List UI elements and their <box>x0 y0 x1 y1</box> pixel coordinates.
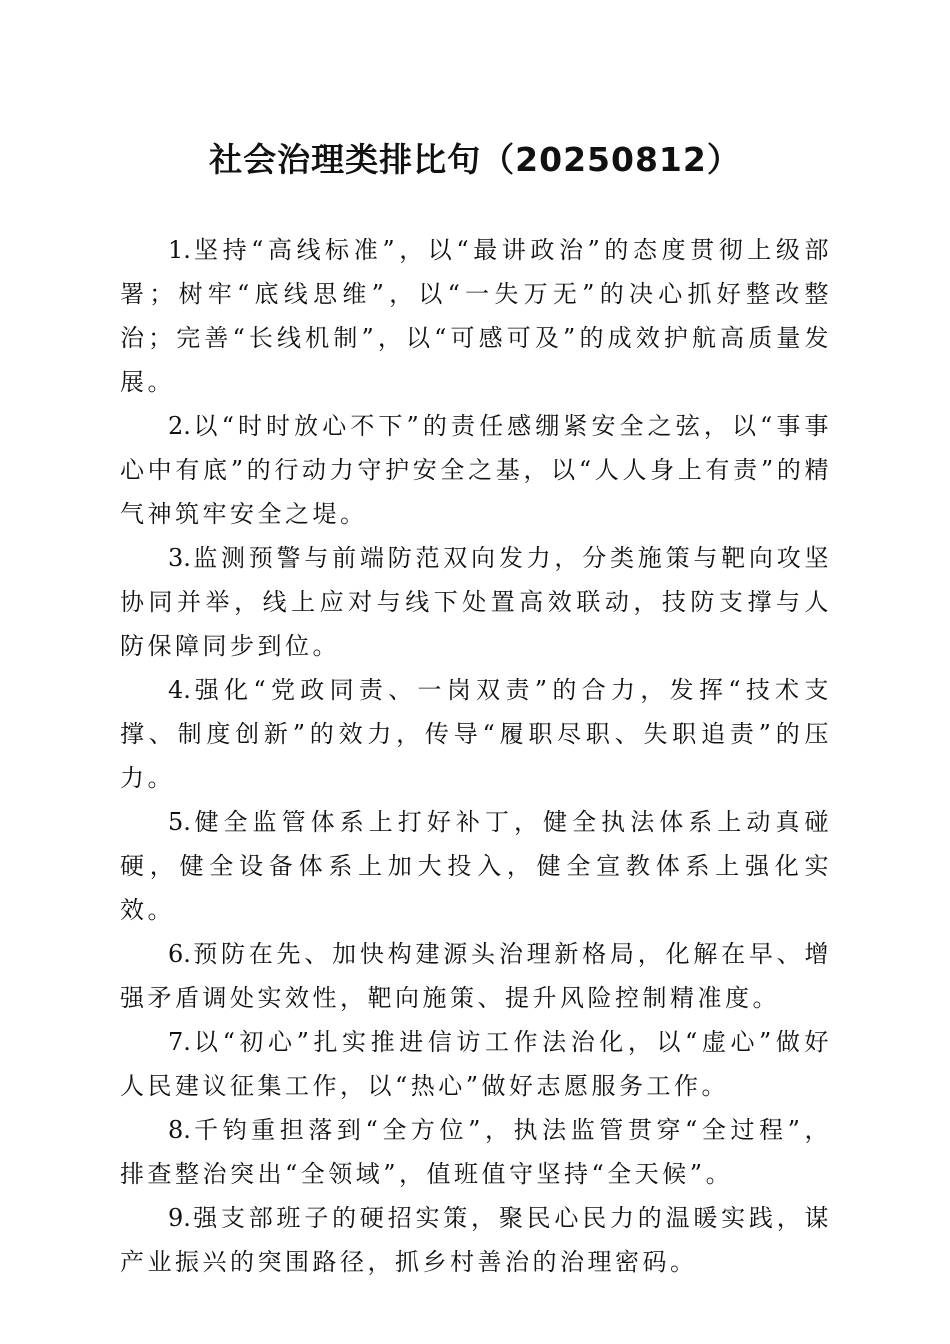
paragraph-text: 健全监管体系上打好补丁，健全执法体系上动真碰硬，健全设备体系上加大投入，健全宣教体系上强化实效。 <box>120 808 832 924</box>
document-title: 社会治理类排比句（20250812） <box>209 140 741 179</box>
paragraph-number: 3. <box>168 544 191 572</box>
paragraph-number: 8. <box>168 1116 191 1144</box>
paragraph-2 <box>120 404 832 536</box>
paragraph-8 <box>120 1108 832 1196</box>
paragraph-number: 1. <box>168 236 191 264</box>
paragraph-text: 监测预警与前端防范双向发力，分类施策与靶向攻坚协同并举，线上应对与线下处置高效联动，技防支撑与人防保障同步到位。 <box>120 544 832 660</box>
paragraph-number: 4. <box>168 676 191 704</box>
paragraph-text: 预防在先、加快构建源头治理新格局，化解在早、增强矛盾调处实效性，靶向施策、提升风险控制精准度。 <box>120 940 832 1012</box>
paragraph-text: 坚持“高线标准”，以“最讲政治”的态度贯彻上级部署；树牢“底线思维”，以“一失万无”的决心抓好整改整治；完善“长线机制”，以“可感可及”的成效护航高质量发展。 <box>120 236 832 396</box>
paragraph-3 <box>120 536 832 668</box>
paragraph-5 <box>120 800 832 932</box>
paragraph-number: 7. <box>168 1028 191 1056</box>
paragraph-text: 强化“党政同责、一岗双责”的合力，发挥“技术支撑、制度创新”的效力，传导“履职尽职、失职追责”的压力。 <box>120 676 832 792</box>
paragraph-text: 强支部班子的硬招实策，聚民心民力的温暖实践，谋产业振兴的突围路径，抓乡村善治的治理密码。 <box>120 1204 832 1276</box>
paragraph-number: 2. <box>168 412 191 440</box>
paragraph-number: 5. <box>168 808 191 836</box>
paragraph-number: 9. <box>168 1204 191 1232</box>
paragraph-number: 6. <box>168 940 191 968</box>
document-body <box>120 228 832 1284</box>
paragraph-text: 以“初心”扎实推进信访工作法治化，以“虚心”做好人民建议征集工作，以“热心”做好志愿服务工作。 <box>120 1028 832 1100</box>
paragraph-9 <box>120 1196 832 1284</box>
paragraph-text: 以“时时放心不下”的责任感绷紧安全之弦，以“事事心中有底”的行动力守护安全之基，以“人人身上有责”的精气神筑牢安全之堤。 <box>120 412 832 528</box>
paragraph-1 <box>120 228 832 404</box>
paragraph-6 <box>120 932 832 1020</box>
paragraph-text: 千钧重担落到“全方位”，执法监管贯穿“全过程”，排查整治突出“全领域”，值班值守坚持“全天候”。 <box>120 1116 832 1188</box>
paragraph-7 <box>120 1020 832 1108</box>
paragraph-4 <box>120 668 832 800</box>
